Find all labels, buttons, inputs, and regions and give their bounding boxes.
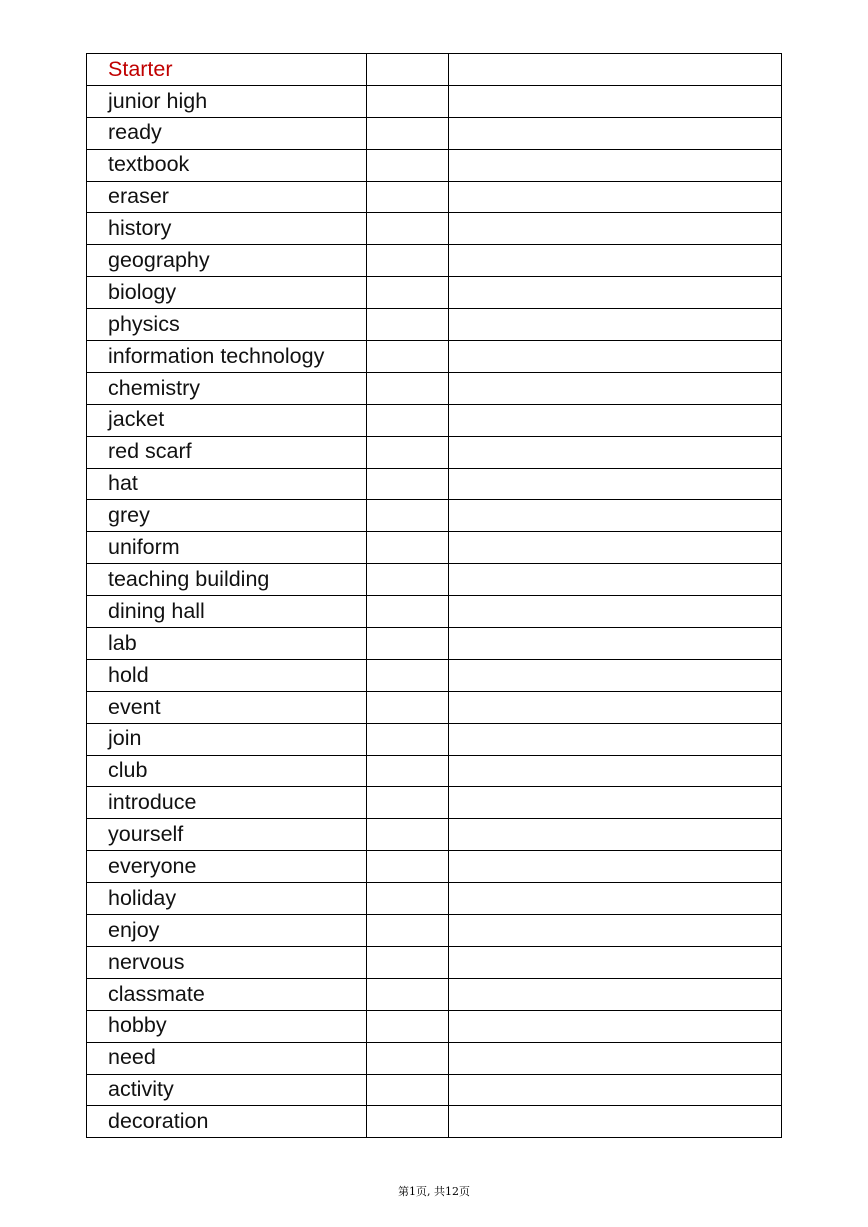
word-cell: holiday (87, 883, 367, 915)
blank-cell (367, 149, 449, 181)
blank-cell (367, 691, 449, 723)
word-cell: grey (87, 500, 367, 532)
blank-cell (449, 500, 782, 532)
table-row (87, 659, 782, 691)
blank-cell (367, 755, 449, 787)
word-cell: event (87, 691, 367, 723)
table-row (87, 500, 782, 532)
word-cell: eraser (87, 181, 367, 213)
blank-cell (367, 787, 449, 819)
blank-cell (449, 341, 782, 373)
table-row (87, 819, 782, 851)
blank-cell (449, 596, 782, 628)
blank-cell (367, 436, 449, 468)
word-cell: lab (87, 628, 367, 660)
word-cell: hobby (87, 1010, 367, 1042)
blank-cell (449, 532, 782, 564)
vocabulary-table-body (87, 54, 782, 1138)
word-cell: classmate (87, 978, 367, 1010)
table-row (87, 564, 782, 596)
word-cell: enjoy (87, 915, 367, 947)
blank-cell (367, 978, 449, 1010)
blank-cell (367, 468, 449, 500)
table-row (87, 1010, 782, 1042)
blank-cell (449, 628, 782, 660)
blank-cell (449, 755, 782, 787)
blank-cell (367, 1010, 449, 1042)
table-row (87, 309, 782, 341)
word-cell: dining hall (87, 596, 367, 628)
blank-cell (449, 1106, 782, 1138)
word-cell: everyone (87, 851, 367, 883)
table-row (87, 181, 782, 213)
blank-cell (449, 181, 782, 213)
word-cell: join (87, 723, 367, 755)
table-row (87, 723, 782, 755)
blank-cell (367, 819, 449, 851)
heading-label: Starter (87, 54, 367, 86)
blank-cell (449, 468, 782, 500)
blank-cell (449, 404, 782, 436)
blank-cell (367, 372, 449, 404)
word-cell: hat (87, 468, 367, 500)
blank-cell (367, 404, 449, 436)
word-cell: physics (87, 309, 367, 341)
word-cell: geography (87, 245, 367, 277)
blank-cell (449, 149, 782, 181)
blank-cell (449, 883, 782, 915)
heading-row (87, 54, 782, 86)
blank-cell (449, 277, 782, 309)
word-cell: textbook (87, 149, 367, 181)
blank-cell (449, 659, 782, 691)
blank-cell (367, 946, 449, 978)
word-cell: nervous (87, 946, 367, 978)
word-cell: chemistry (87, 372, 367, 404)
table-row (87, 628, 782, 660)
blank-cell (367, 723, 449, 755)
blank-cell (449, 54, 782, 86)
vocabulary-table (86, 53, 782, 1138)
word-cell: decoration (87, 1106, 367, 1138)
blank-cell (367, 915, 449, 947)
table-row (87, 532, 782, 564)
word-cell: activity (87, 1074, 367, 1106)
blank-cell (449, 787, 782, 819)
word-cell: club (87, 755, 367, 787)
table-row (87, 468, 782, 500)
table-row (87, 117, 782, 149)
table-row (87, 1106, 782, 1138)
blank-cell (449, 1010, 782, 1042)
blank-cell (367, 309, 449, 341)
table-row (87, 755, 782, 787)
blank-cell (449, 851, 782, 883)
blank-cell (367, 85, 449, 117)
blank-cell (367, 245, 449, 277)
word-cell: information technology (87, 341, 367, 373)
blank-cell (449, 245, 782, 277)
table-row (87, 341, 782, 373)
word-cell: uniform (87, 532, 367, 564)
word-cell: junior high (87, 85, 367, 117)
word-cell: jacket (87, 404, 367, 436)
blank-cell (449, 564, 782, 596)
blank-cell (449, 309, 782, 341)
blank-cell (367, 181, 449, 213)
word-cell: introduce (87, 787, 367, 819)
word-cell: hold (87, 659, 367, 691)
blank-cell (367, 659, 449, 691)
blank-cell (449, 946, 782, 978)
blank-cell (367, 341, 449, 373)
table-row (87, 213, 782, 245)
blank-cell (367, 883, 449, 915)
blank-cell (367, 851, 449, 883)
table-row (87, 787, 782, 819)
table-row (87, 691, 782, 723)
table-row (87, 915, 782, 947)
word-cell: biology (87, 277, 367, 309)
table-row (87, 1074, 782, 1106)
blank-cell (367, 1106, 449, 1138)
table-row (87, 596, 782, 628)
table-row (87, 245, 782, 277)
blank-cell (449, 372, 782, 404)
word-cell: ready (87, 117, 367, 149)
blank-cell (449, 1074, 782, 1106)
blank-cell (449, 1042, 782, 1074)
blank-cell (367, 500, 449, 532)
blank-cell (367, 596, 449, 628)
word-cell: need (87, 1042, 367, 1074)
table-row (87, 404, 782, 436)
table-row (87, 1042, 782, 1074)
table-row (87, 85, 782, 117)
blank-cell (449, 85, 782, 117)
blank-cell (449, 117, 782, 149)
table-row (87, 883, 782, 915)
blank-cell (367, 1074, 449, 1106)
blank-cell (367, 117, 449, 149)
blank-cell (367, 54, 449, 86)
blank-cell (449, 819, 782, 851)
table-row (87, 946, 782, 978)
blank-cell (449, 915, 782, 947)
table-row (87, 149, 782, 181)
table-row (87, 978, 782, 1010)
word-cell: red scarf (87, 436, 367, 468)
word-cell: history (87, 213, 367, 245)
word-cell: yourself (87, 819, 367, 851)
blank-cell (449, 691, 782, 723)
table-row (87, 372, 782, 404)
table-row (87, 277, 782, 309)
blank-cell (367, 277, 449, 309)
blank-cell (367, 564, 449, 596)
table-row (87, 851, 782, 883)
blank-cell (449, 213, 782, 245)
blank-cell (367, 1042, 449, 1074)
blank-cell (449, 723, 782, 755)
page-number: 第1页, 共12页 (398, 1185, 470, 1198)
blank-cell (449, 978, 782, 1010)
blank-cell (449, 436, 782, 468)
blank-cell (367, 213, 449, 245)
blank-cell (367, 628, 449, 660)
table-row (87, 436, 782, 468)
word-cell: teaching building (87, 564, 367, 596)
blank-cell (367, 532, 449, 564)
